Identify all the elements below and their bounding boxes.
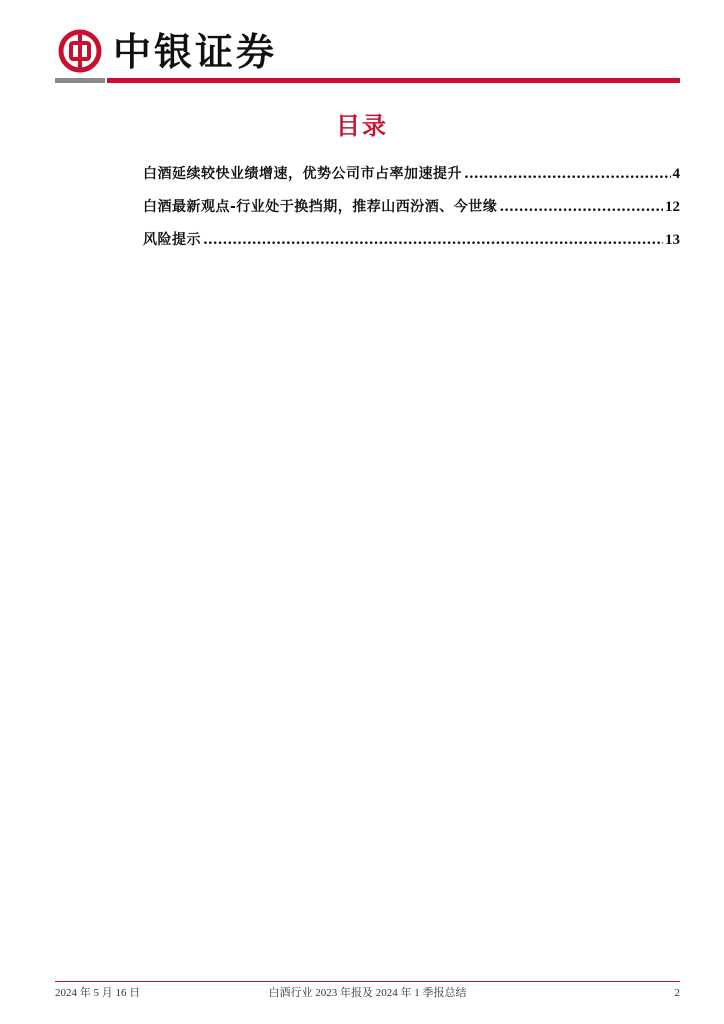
page-footer bbox=[55, 984, 680, 1002]
footer-report-title: 白酒行业 2023 年报及 2024 年 1 季报总结 bbox=[268, 987, 467, 999]
toc-entry-performance-growth[interactable] bbox=[143, 158, 680, 191]
header-rule-gray bbox=[55, 78, 105, 83]
toc-entry-risk-warning[interactable] bbox=[143, 224, 680, 257]
bank-of-china-logo-icon bbox=[58, 29, 102, 73]
page-header bbox=[55, 26, 680, 84]
header-rule-red bbox=[107, 78, 680, 83]
toc-entry-page: 13 bbox=[665, 232, 680, 248]
toc-leader-dots bbox=[464, 158, 671, 191]
toc-entry-latest-view[interactable] bbox=[143, 191, 680, 224]
toc-entry-page: 12 bbox=[665, 199, 680, 215]
toc-title: 目录 bbox=[336, 112, 388, 140]
toc-entry-page: 4 bbox=[672, 166, 680, 182]
toc-entry-text: 风险提示 bbox=[143, 232, 201, 248]
toc-entry-text: 白酒延续较快业绩增速，优势公司市占率加速提升 bbox=[143, 166, 462, 182]
footer-date: 2024 年 5 月 16 日 bbox=[55, 987, 141, 999]
toc-entry-text: 白酒最新观点-行业处于换挡期，推荐山西汾酒、今世缘 bbox=[143, 199, 498, 215]
brand-name: 中银证券 bbox=[113, 30, 278, 74]
table-of-contents bbox=[143, 158, 680, 257]
footer-rule bbox=[55, 981, 680, 982]
footer-page-number: 2 bbox=[674, 987, 680, 999]
toc-leader-dots bbox=[499, 191, 663, 224]
toc-leader-dots bbox=[203, 224, 663, 257]
